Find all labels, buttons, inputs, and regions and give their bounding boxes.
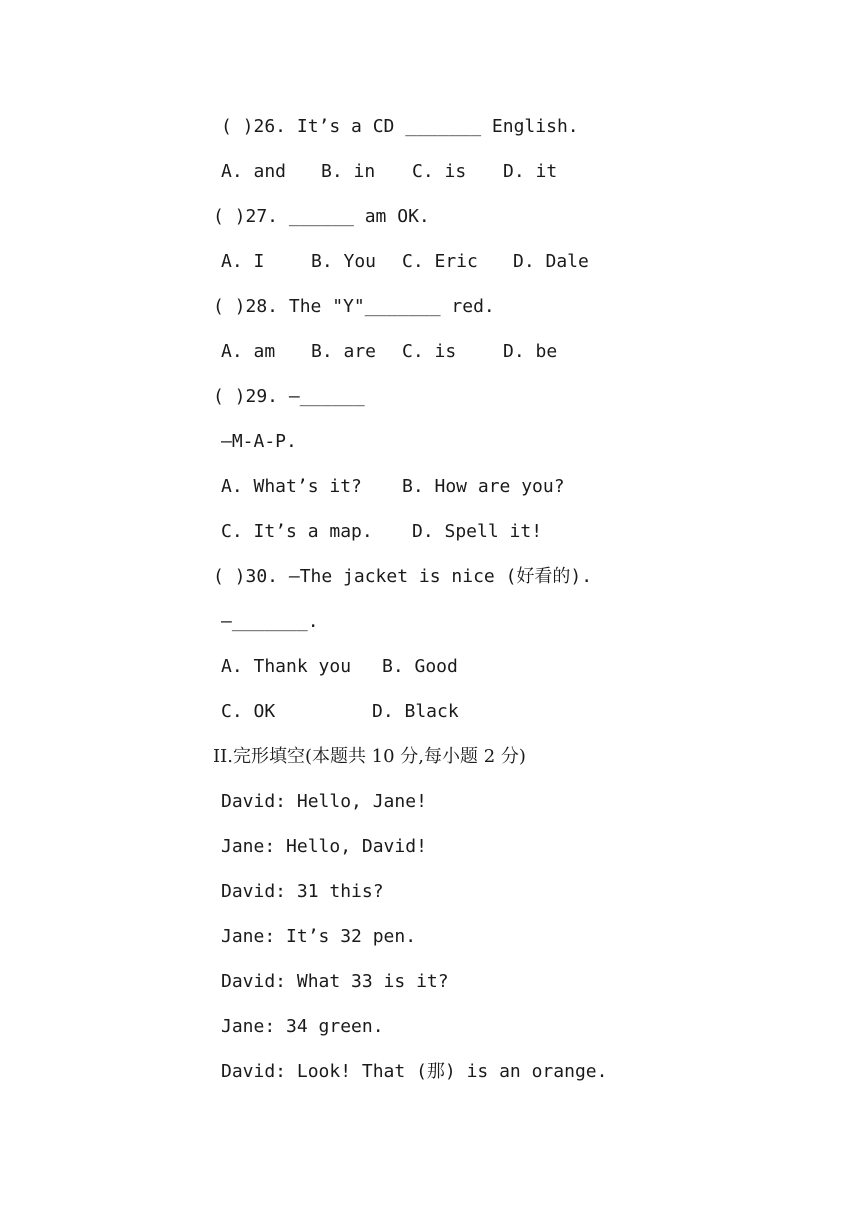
question-29-option-a: A. What’s it? [221,476,362,497]
question-28-option-c: C. is [402,341,457,362]
dialogue-line: David: What 33 is it? [221,971,449,992]
dialogue-line: Jane: Hello, David! [221,836,427,857]
question-28-option-d: D. be [503,341,558,362]
question-30-option-d: D. Black [372,701,459,722]
dialogue-line: David: Hello, Jane! [221,791,427,812]
question-27-option-c: C. Eric [402,251,478,272]
question-26-option-c: C. is [412,161,467,182]
question-26-stem: ( )26. It’s a CD _______ English. [221,116,579,137]
dialogue-line: David: Look! That (那) is an orange. [221,1061,608,1082]
question-27-option-d: D. Dale [513,251,589,272]
question-29-option-b: B. How are you? [402,476,565,497]
question-30-option-c: C. OK [221,701,276,722]
question-28-stem: ( )28. The "Y"_______ red. [213,296,495,317]
section-2-heading: II.完形填空(本题共 10 分,每小题 2 分) [213,746,526,767]
question-30-option-b: B. Good [382,656,458,677]
question-29-option-d: D. Spell it! [412,521,543,542]
question-30-stem: ( )30. —The jacket is nice (好看的). [213,566,593,587]
dialogue-line: Jane: 34 green. [221,1016,384,1037]
question-30-response: —_______. [221,611,319,632]
question-27-stem: ( )27. ______ am OK. [213,206,430,227]
question-27-option-b: B. You [311,251,377,272]
question-28-option-b: B. are [311,341,377,362]
question-28-option-a: A. am [221,341,276,362]
question-29-option-c: C. It’s a map. [221,521,373,542]
question-26-option-b: B. in [321,161,376,182]
question-27-option-a: A. I [221,251,265,272]
question-29-stem: ( )29. —______ [213,386,365,407]
question-29-response: —M-A-P. [221,431,297,452]
question-30-option-a: A. Thank you [221,656,352,677]
dialogue-line: Jane: It’s 32 pen. [221,926,417,947]
dialogue-line: David: 31 this? [221,881,384,902]
question-26-option-a: A. and [221,161,287,182]
question-26-option-d: D. it [503,161,558,182]
